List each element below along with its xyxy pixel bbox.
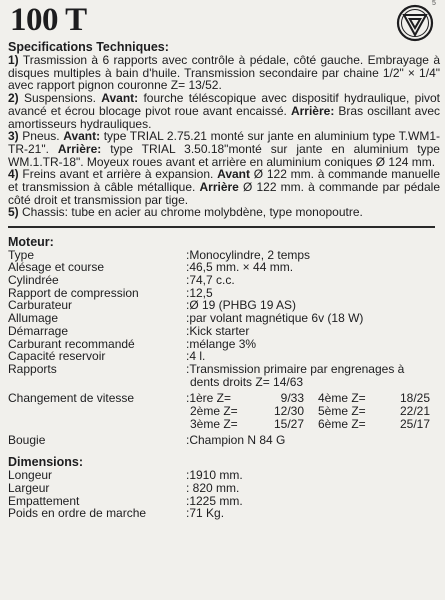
table-row: Longeur :1910 mm. <box>8 468 243 483</box>
table-row: Allumage :par volant magnétique 6v (18 W) <box>8 311 364 326</box>
table-row: Bougie :Champion N 84 G <box>8 433 286 448</box>
table-row: Démarrage :Kick starter <box>8 323 250 338</box>
specs-list <box>8 54 440 219</box>
table-row: Largeur : 820 mm. <box>8 480 240 495</box>
table-row: Type :Monocylindre, 2 temps <box>8 247 311 262</box>
table-row: Carburateur :Ø 19 (PHBG 19 AS) <box>8 298 297 313</box>
table-row-gears: Changement de vitesse :1ère Z= 9/33 4ème Z= 18/25 2ème Z= 12/30 5ème Z= 22/21 3ème Z= 15/27 6ème Z= 25/17 <box>8 391 430 431</box>
table-row: Cylindrée :74,7 c.c. <box>8 273 235 288</box>
spec-item-brakes: 4) Freins avant et arrière à expansion. Avant Ø 122 mm. à commande manuelle et transmission à câble métallique. Arrière Ø 122 mm. à commande par pédale côté droit et transmission par tige. <box>8 167 441 207</box>
spec-item-transmission: 1) Trasmission à 6 rapports avec contrôle à pédale, côté gauche. Embrayage à disques multiples à bain d'huile. Transmission secondaire par chaine 1/2" × 1/4" avec rapport pignon couronne Z= 13/52. <box>8 53 440 93</box>
table-row: 3ème Z= 15/27 6ème Z= 25/17 <box>190 416 430 431</box>
spec-item-suspension: 2) Suspensions. Avant: fourche téléscopique avec dispositif hydraulique, pivot avancé et écrou blocage pivot roue avant encaissé. Arrière: Bras oscillant avec amortisseurs hydrauliques. <box>8 91 440 131</box>
motor-heading: Moteur: <box>8 234 54 249</box>
table-row: Rapport de compression :12,5 <box>8 285 213 300</box>
table-row: Carburant recommandé :mélange 3% <box>8 336 257 351</box>
gear-ratios-table <box>186 392 430 430</box>
table-row: Empattement :1225 mm. <box>8 493 243 508</box>
page-title: 100 T <box>10 2 87 38</box>
specs-heading: Specifications Techniques: <box>8 40 169 54</box>
table-row: Alésage et course :46,5 mm. × 44 mm. <box>8 260 294 275</box>
spec-item-chassis: 5) Chassis: tube en acier au chrome molybdène, type monopoutre. <box>8 205 363 220</box>
table-row: Rapports :Transmission primaire par engrenages à dents droits Z= 14/63 <box>8 361 405 389</box>
table-row: Capacité reservoir :4 l. <box>8 349 206 364</box>
motor-table <box>8 249 430 448</box>
page-number: 5 <box>432 0 436 7</box>
table-row: Poids en ordre de marche :71 Kg. <box>8 506 225 521</box>
dimensions-heading: Dimensions: <box>8 455 84 470</box>
brand-logo-icon <box>396 4 434 42</box>
dimensions-table <box>8 469 243 520</box>
spec-item-tyres: 3) Pneus. Avant: type TRIAL 2.75.21 monté sur jante en aluminium type T.WM1-TR-21". Arrière: type TRIAL 3.50.18"monté sur jante en aluminium type WM.1.TR-18". Moyeux roues avant et arrière en aluminium coniques Ø 124 mm. <box>8 129 441 169</box>
section-divider <box>8 226 435 228</box>
table-row: 2ème Z= 12/30 5ème Z= 22/21 <box>190 404 430 419</box>
spec-sheet <box>8 40 440 520</box>
table-row: :1ère Z= 9/33 4ème Z= 18/25 <box>186 391 430 406</box>
